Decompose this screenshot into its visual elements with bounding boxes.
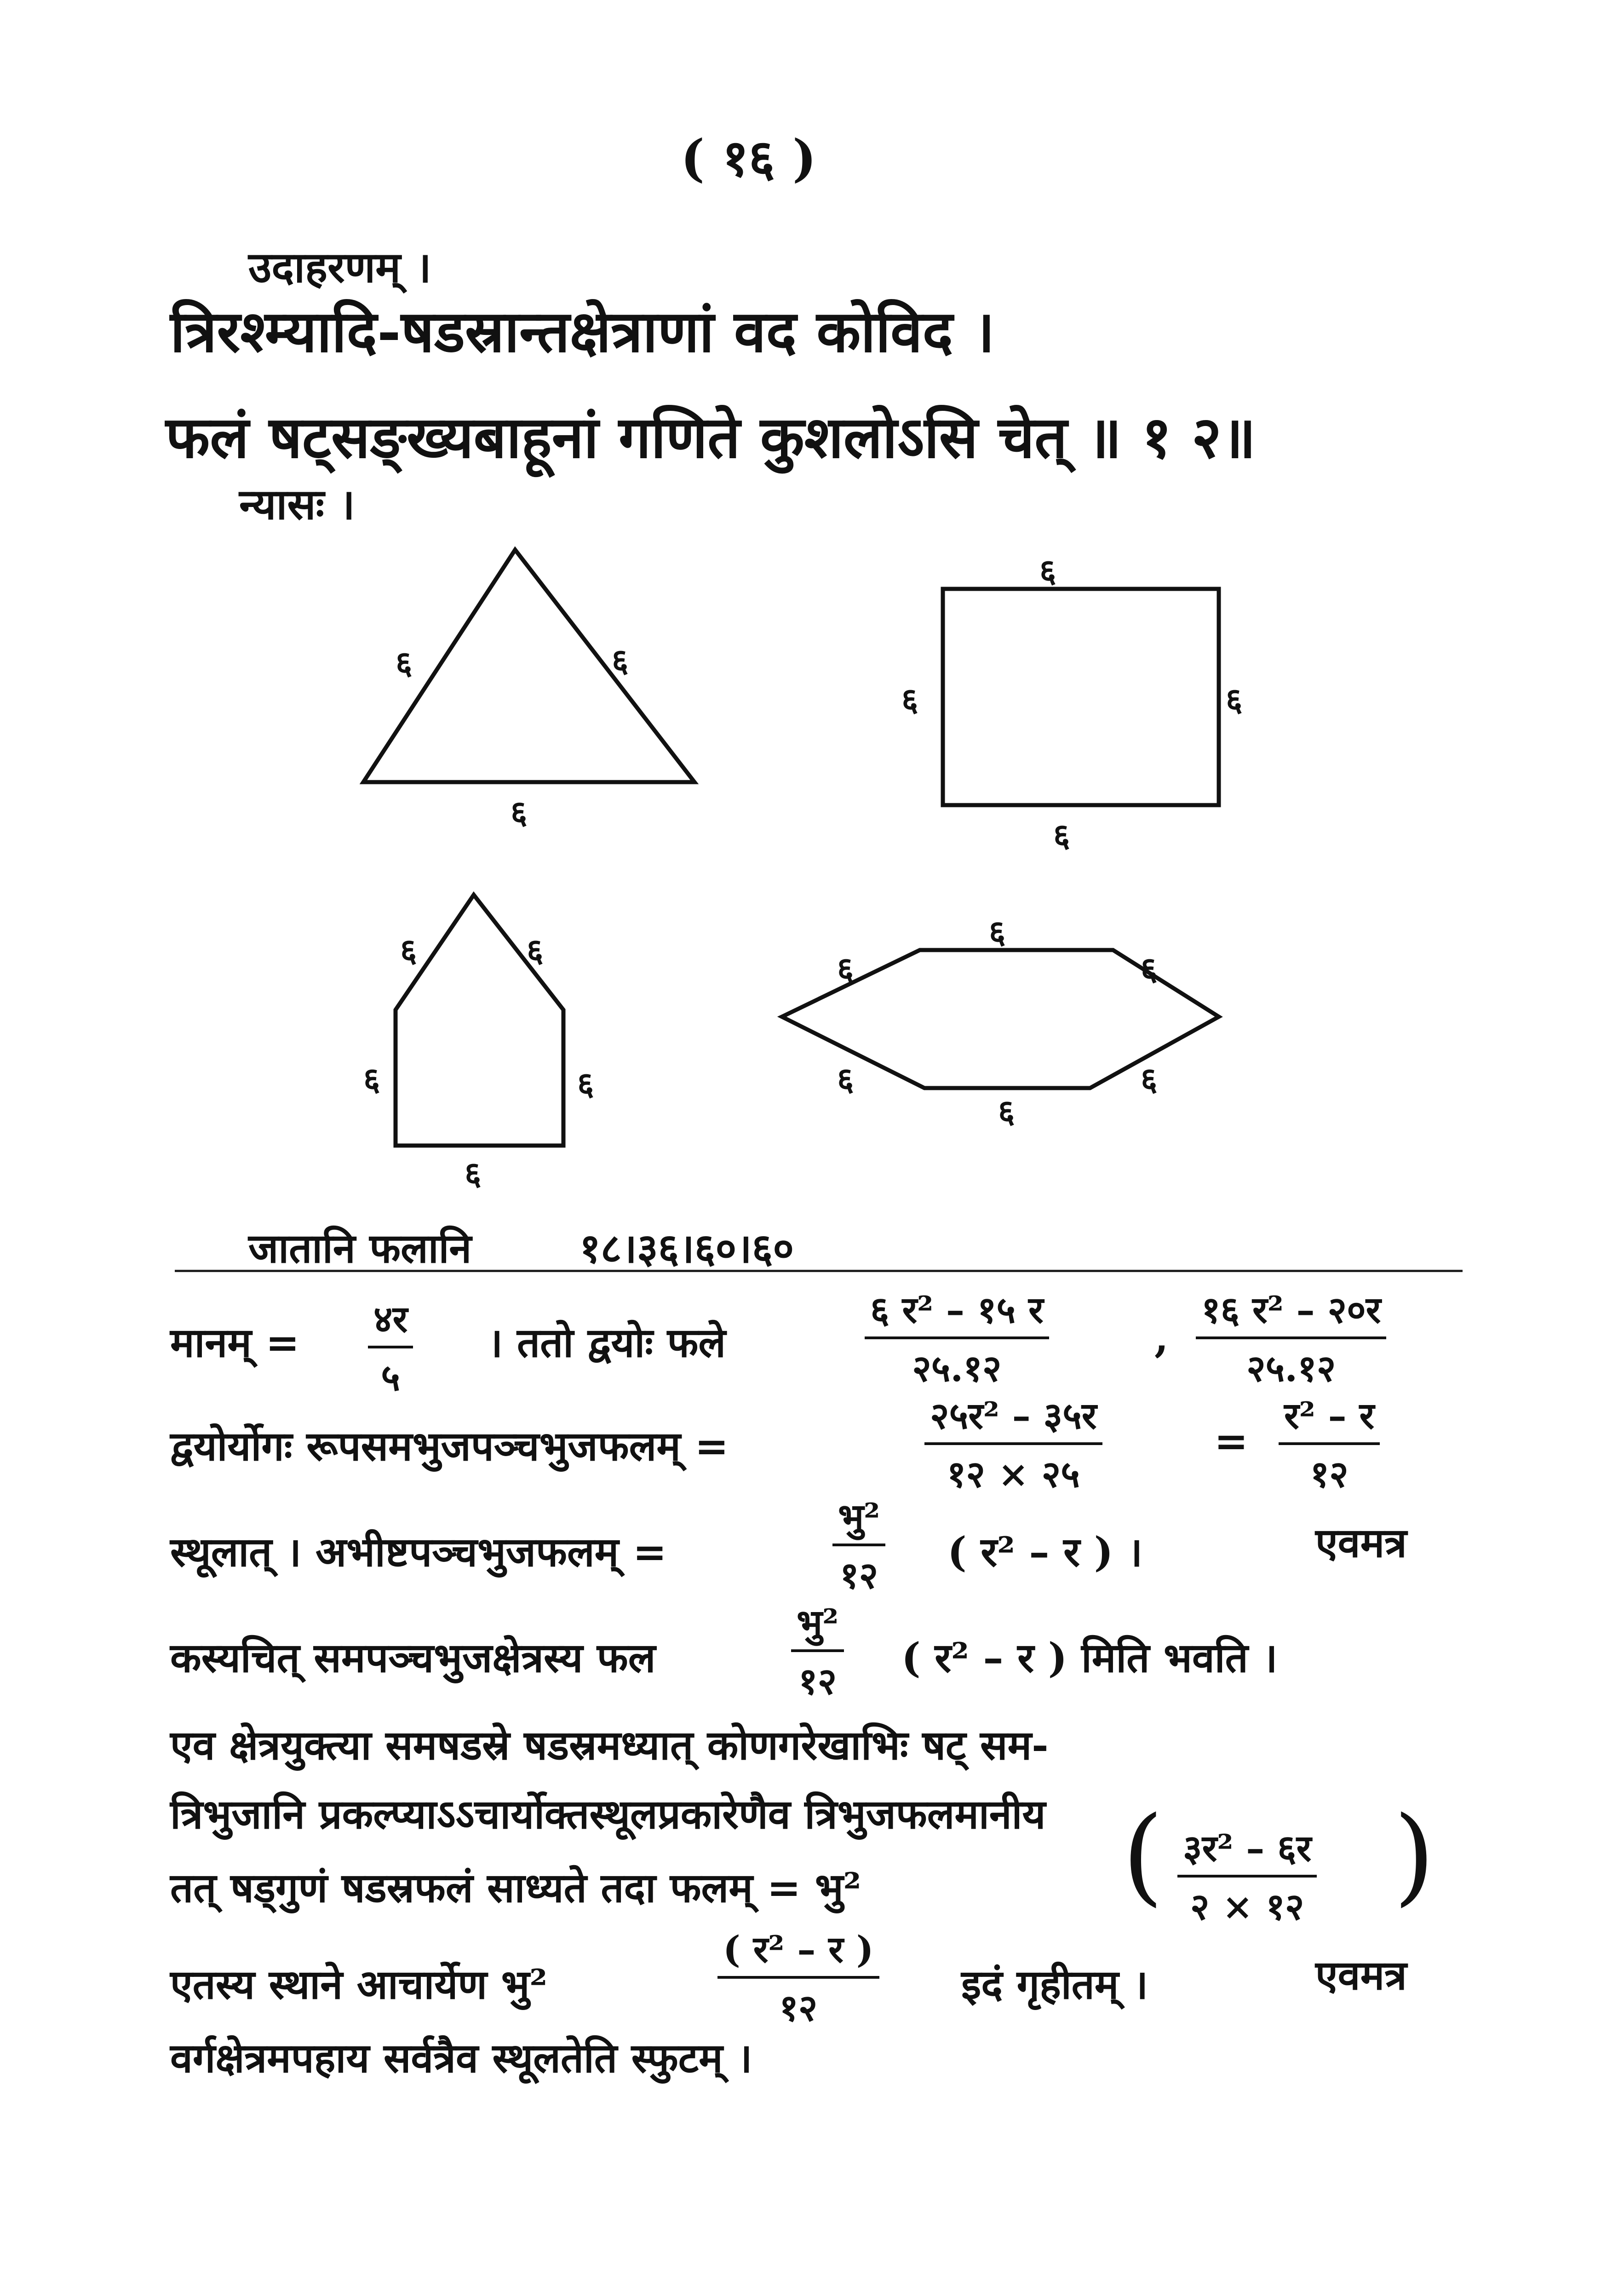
sthulat-frac-den: १२	[840, 1554, 878, 1597]
etasya-end: एवमत्र	[1315, 1951, 1407, 1999]
manam-fraction	[368, 1293, 413, 1401]
square-top-label: ६	[1039, 552, 1056, 590]
hexagon-upper-left-label: ६	[837, 950, 854, 988]
pentagon-left-label: ६	[363, 1060, 380, 1098]
phala1-frac-den: २५.१२	[912, 1347, 1002, 1390]
verse-line-1: त्रिरश्म्यादि-षडस्रान्तक्षेत्राणां वद कोविद ।	[170, 298, 995, 365]
etasya-frac-den: १२	[779, 1986, 818, 2029]
triangle-right-label: ६	[612, 641, 629, 680]
verse-line-2: फलं षट्सङ्ख्यबाहूनां गणिते कुशलोऽसि चेत् ॥ १ २॥	[166, 404, 1256, 471]
hexagon-lower-right-label: ६	[1141, 1060, 1158, 1098]
phala2-frac-den: २५.१२	[1246, 1347, 1336, 1390]
page-number: ( १६ )	[681, 128, 817, 188]
manam-middle: । ततो द्वयोः फले	[488, 1319, 726, 1366]
yoga-fraction-2	[1279, 1389, 1380, 1498]
divider-rule	[175, 1270, 1463, 1272]
phala-comma: ,	[1154, 1313, 1169, 1361]
kasya-fraction	[791, 1596, 844, 1705]
tat-frac-num: ३र² – ६र	[1177, 1822, 1317, 1878]
phala-fraction-2	[1196, 1284, 1386, 1392]
last-line: वर्गक्षेत्रमपहाय सर्वत्रैव स्थूलतेति स्फुटम् ।	[170, 2034, 752, 2082]
square-bottom-label: ६	[1053, 816, 1070, 854]
pentagon-upper-left-label: ६	[400, 931, 417, 969]
yoga2-frac-den: १२	[1310, 1452, 1349, 1496]
etasya-frac-num: ( र² – र )	[717, 1923, 879, 1979]
pentagon-right-label: ६	[577, 1065, 594, 1103]
etasya-fraction	[717, 1923, 879, 2032]
kasya-frac-den: १२	[798, 1659, 837, 1703]
pentagon-bottom-label: ६	[465, 1154, 482, 1192]
yoga1-frac-num: २५र² – ३५र	[924, 1389, 1102, 1445]
paragraph-line-2: त्रिभुजानि प्रकल्प्याऽऽचार्योक्तस्थूलप्रकारेणैव त्रिभुजफलमानीय	[170, 1790, 1046, 1838]
heading: उदाहरणम् ।	[248, 242, 432, 292]
square-right-label: ६	[1226, 680, 1243, 719]
sthulat-end: एवमत्र	[1315, 1519, 1407, 1567]
etasya-prefix: एतस्य स्थाने आचार्येण भु²	[170, 1960, 548, 2008]
open-paren: (	[1122, 1794, 1164, 1917]
sthulat-suffix: ( र² – र ) ।	[947, 1528, 1143, 1576]
tat-fraction	[1177, 1822, 1317, 1930]
sthulat-frac-num: भु²	[832, 1491, 885, 1546]
tat-prefix: तत् षड्गुणं षडस्रफलं साध्यते तदा फलम् = भु²	[170, 1864, 861, 1912]
hexagon-top-label: ६	[989, 913, 1006, 951]
paragraph-line-1: एव क्षेत्रयुक्त्या समषडस्रे षडस्रमध्यात् कोणगरेखाभिः षट् सम-	[170, 1721, 1049, 1769]
yoga-prefix: द्वयोर्योगः रूपसमभुजपञ्चभुजफलम् =	[170, 1422, 729, 1470]
kasya-prefix: कस्यचित् समपञ्चभुजक्षेत्रस्य फल	[170, 1634, 656, 1682]
square-left-label: ६	[901, 680, 918, 719]
hexagon-bottom-label: ६	[998, 1092, 1015, 1130]
triangle-base-label: ६	[511, 793, 528, 831]
triangle-left-label: ६	[396, 644, 413, 682]
phala1-frac-num: ६ र² – १५ र	[865, 1284, 1049, 1339]
results-label: जातानि फलानि	[248, 1224, 472, 1272]
etasya-suffix: इदं गृहीतम् ।	[961, 1960, 1148, 2008]
tat-frac-den: २ × १२	[1190, 1885, 1304, 1928]
manam-prefix: मानम् =	[170, 1319, 300, 1366]
manam-frac-num: ४र	[368, 1293, 413, 1348]
pentagon-upper-right-label: ६	[527, 931, 544, 969]
kasya-suffix: ( र² – र ) मिति भवति ।	[901, 1634, 1278, 1682]
hexagon-upper-right-label: ६	[1141, 950, 1158, 988]
close-paren: )	[1394, 1794, 1435, 1917]
sthulat-prefix: स्थूलात् । अभीष्टपञ्चभुजफलम् =	[170, 1528, 667, 1576]
yoga2-frac-num: र² – र	[1279, 1389, 1380, 1445]
yoga1-frac-den: १२ × २५	[947, 1452, 1080, 1496]
yoga-fraction-1	[924, 1389, 1102, 1498]
yoga-equals: =	[1214, 1417, 1248, 1465]
sthulat-fraction	[832, 1491, 885, 1599]
kasya-frac-num: भु²	[791, 1596, 844, 1652]
results-values: १८।३६।६०।६०	[580, 1224, 794, 1272]
phala-fraction-1	[865, 1284, 1049, 1392]
triangle-figure	[363, 550, 694, 782]
manam-frac-den: ५	[381, 1356, 400, 1399]
phala2-frac-num: १६ र² – २०र	[1196, 1284, 1386, 1339]
square-figure	[943, 589, 1219, 805]
hexagon-lower-left-label: ६	[837, 1060, 854, 1098]
nyasa-label: न्यासः ।	[239, 479, 356, 529]
